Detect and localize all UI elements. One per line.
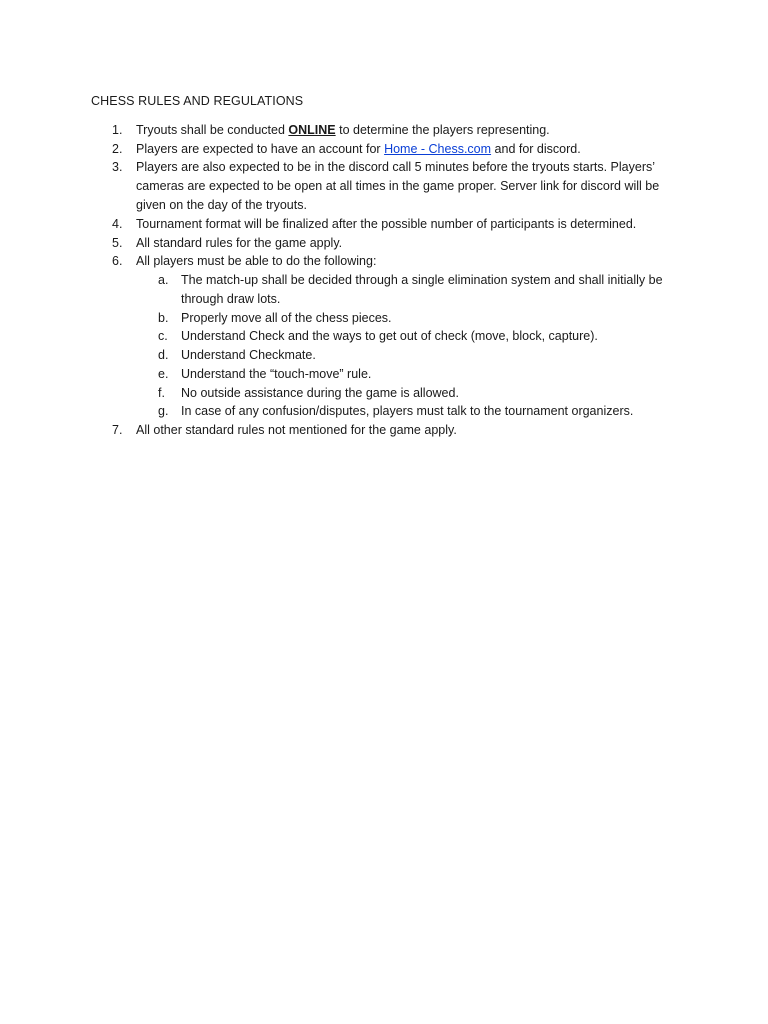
- sub-item-letter: b.: [158, 311, 169, 325]
- item-text-line: Players are also expected to be in the discord call 5 minutes before the tryouts starts. Players’: [136, 160, 656, 174]
- online-emphasis: ONLINE: [288, 123, 336, 137]
- item-text-line: cameras are expected to be open at all times in the game proper. Server link for discord will be: [136, 179, 660, 193]
- item-number: 6.: [112, 254, 123, 268]
- sub-item-text-line: through draw lots.: [181, 292, 281, 306]
- item-text-before: Players are expected to have an account for: [136, 142, 385, 156]
- item-text: [136, 121, 676, 140]
- sub-item-text-line: The match-up shall be decided through a single elimination system and shall initially be: [181, 273, 663, 287]
- sub-item-letter: c.: [158, 329, 168, 343]
- item-text: [136, 140, 676, 159]
- item-number: 3.: [112, 160, 123, 174]
- sub-item-text: Properly move all of the chess pieces.: [181, 311, 392, 325]
- item-text: Tournament format will be finalized after the possible number of participants is determined.: [136, 217, 637, 231]
- item-text-after: to determine the players representing.: [335, 123, 550, 137]
- item-text: All standard rules for the game apply.: [136, 236, 343, 250]
- sub-item-text: Understand Checkmate.: [181, 348, 316, 362]
- item-text-before: Tryouts shall be conducted: [136, 123, 289, 137]
- sub-item-letter: d.: [158, 348, 169, 362]
- item-text-after: and for discord.: [491, 142, 581, 156]
- sub-item-text: Understand the “touch-move” rule.: [181, 367, 372, 381]
- item-number: 1.: [112, 123, 123, 137]
- item-number: 5.: [112, 236, 123, 250]
- item-number: 7.: [112, 423, 123, 437]
- sub-item-letter: g.: [158, 404, 169, 418]
- item-number: 2.: [112, 142, 123, 156]
- sub-item-text: Understand Check and the ways to get out of check (move, block, capture).: [181, 329, 598, 343]
- sub-item-text: In case of any confusion/disputes, players must talk to the tournament organizers.: [181, 404, 634, 418]
- item-text-line: given on the day of the tryouts.: [136, 198, 307, 212]
- sub-item-letter: e.: [158, 367, 169, 381]
- sub-item-letter: a.: [158, 273, 169, 287]
- sub-item-letter: f.: [158, 386, 165, 400]
- document-title: CHESS RULES AND REGULATIONS: [91, 94, 304, 108]
- item-text: All other standard rules not mentioned for the game apply.: [136, 423, 457, 437]
- item-number: 4.: [112, 217, 123, 231]
- sub-item-text: No outside assistance during the game is allowed.: [181, 386, 459, 400]
- item-text: All players must be able to do the following:: [136, 254, 377, 268]
- chess-com-link[interactable]: Home - Chess.com: [384, 142, 492, 156]
